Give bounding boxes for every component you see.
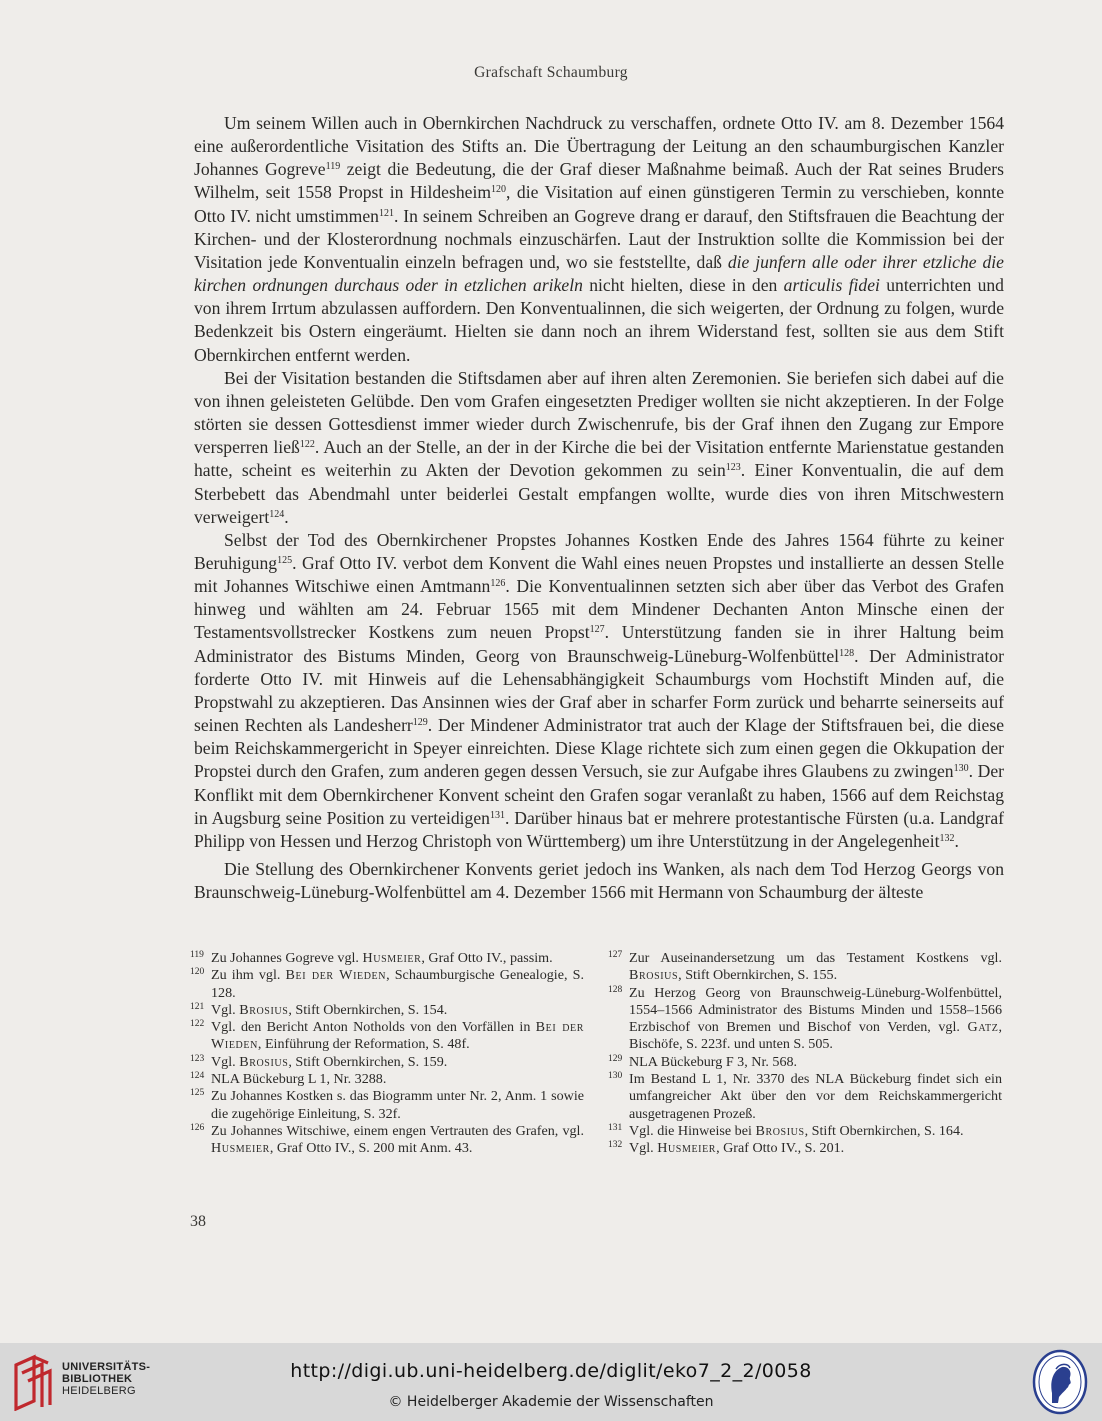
footnote-column-right [608, 950, 1002, 1158]
footnote-ref[interactable]: 119 [325, 161, 341, 173]
footnote-120: 120 Zu ihm vgl. Bei der Wieden, Schaumburgische Genealogie, S. 128. [190, 967, 584, 1001]
footnote-ref[interactable]: 124 [269, 508, 285, 520]
footnote-128: 128 Zu Herzog Georg von Braunschweig-Lüneburg-Wolfenbüttel, 1554–1566 Administrator des Bistums Minden und 1558–1566 Erzbischof von Bremen und Bischof von Verden, vgl. Gatz, Bischöfe, S. 223f. und unten S. 505. [608, 984, 1002, 1053]
footnote-130: 130 Im Bestand L 1, Nr. 3370 des NLA Bückeburg findet sich ein umfangreicher Akt über den vor dem Reichskammergericht ausgetragenen Prozeß. [608, 1071, 1002, 1122]
footnote-123: 123 Vgl. Brosius, Stift Obernkirchen, S. 159. [190, 1053, 448, 1070]
paragraph-3: Selbst der Tod des Obernkirchener Propstes Johannes Kostken Ende des Jahres 1564 führte zu keiner Beruhigung$^{125}$. Graf Otto IV. verbot dem Konvent die Wahl eines neuen Propstes und installierte an dessen Stelle mit Johannes Witschiwe einen Amtmann$^{126}$. Die Konventualinnen setzten sich aber über das Verbot des Grafen hinweg und wählten am 24. Februar 1565 mit dem Mindener Dechanten Anton Minsche einen der Testamentsvollstrecker Kostkens zum neuen Propst$^{127}$. Unterstützung fanden sie in ihrer Haltung beim Administrator des Bistums Minden, Georg von Braunschweig-Lüneburg-Wolfenbüttel$^{128}$. Der Administrator forderte Otto IV. mit Hinweis auf die Lehensabhängigkeit Schaumburgs vom Hochstift Minden auf, die Propstwahl zu akzeptieren. Das Ansinnen wies der Graf aber in scharfer Form zurück und beharrte seinerseits auf seinen Rechten als Landesherr$^{129}$. Der Mindener Administrator trat auch der Klage der Stiftsfrauen bei, die diese beim Reichskammergericht in Speyer einreichten. Diese Klage richtete sich zum einen gegen die Okkupation der Propstei durch den Grafen, zum anderen gegen dessen Versuch, sie zur Aufgabe ihres Glaubens zu zwingen$^{130}$. Der Konflikt mit dem Obernkirchener Konvent scheint den Grafen sogar veranlaßt zu haben, 1566 auf dem Reichstag in Augsburg seine Position zu verteidigen$^{131}$. Darüber hinaus bat er mehrere protestantische Fürsten (u.a. Landgraf Philipp von Hessen und Herzog Christoph von Württemberg) um ihre Unterstützung in der Angelegenheit$^{132}$. [194, 529, 1004, 851]
footnote-ref[interactable]: 126 [490, 578, 506, 590]
footnote-124: 124 NLA Bückeburg L 1, Nr. 3288. [190, 1071, 387, 1088]
footnote-ref[interactable]: 122 [299, 439, 315, 451]
quote-italic: die junfern alle oder ihrer etzliche die kirchen ordnungen durchaus oder in etzlichen arikeln [194, 251, 1004, 296]
quote-italic: articulis fidei [783, 275, 880, 296]
footnote-ref[interactable]: 129 [412, 717, 428, 729]
running-head: Grafschaft Schaumburg [474, 64, 628, 81]
footnote-ref[interactable]: 125 [277, 554, 293, 566]
footnote-ref[interactable]: 131 [489, 809, 505, 821]
permalink-url[interactable]: http://digi.ub.uni-heidelberg.de/diglit/eko7_2_2/0058 [290, 1360, 812, 1382]
paragraph-1: Um seinem Willen auch in Obernkirchen Nachdruck zu verschaffen, ordnete Otto IV. am 8. Dezember 1564 eine außerordentliche Visitation des Stifts an. Die Übertragung der Leitung an den schaumburgischen Kanzler Johannes Gogreve$^{119}$ zeigt die Bedeutung, die der Graf dieser Maßnahme beimaß. Auch der Rat seines Bruders Wilhelm, seit 1558 Propst in Hildesheim$^{120}$, die Visitation auf einen günstigeren Termin zu verschieben, konnte Otto IV. nicht umstimmen$^{121}$. In seinem Schreiben an Gogreve drang er darauf, den Stiftsfrauen die Beachtung der Kirchen- und der Klosterordnung nochmals einzuschärfen. Laut der Instruktion sollte die Kommission bei der Visitation jede Konventualin einzeln befragen und, wo sie feststellte, daß die junfern alle oder ihrer etzliche die kirchen ordnungen durchaus oder in etzlichen arikeln nicht hielten, diese in den articulis fidei unterrichten und von ihrem Irrtum abzulassen auffordern. Den Konventualinnen, die sich weigerten, der Ordnung zu folgen, wurde Bedenkzeit bis Ostern eingeräumt. Hielten sie dann noch an ihrem Widerstand fest, sollten sie aus dem Stift Obernkirchen entfernt werden. [194, 113, 1005, 365]
footnote-ref[interactable]: 128 [839, 647, 855, 659]
footnote-122: 122 Vgl. den Bericht Anton Notholds von den Vorfällen in Bei der Wieden, Einführung der Reformation, S. 48f. [190, 1019, 585, 1053]
footnote-column-left [190, 950, 584, 1158]
footnote-119: 119 Zu Johannes Gogreve vgl. Husmeier, Graf Otto IV., passim. [190, 950, 553, 966]
page-number: 38 [190, 1213, 206, 1230]
footnote-ref[interactable]: 121 [378, 207, 394, 219]
footnote-129: 129 NLA Bückeburg F 3, Nr. 568. [608, 1053, 798, 1070]
paragraph-2: Bei der Visitation bestanden die Stiftsdamen aber auf ihren alten Zeremonien. Sie beriefen sich dabei auf die von ihnen geleisteten Gelübde. Den vom Grafen eingesetzten Prediger wollten sie nicht akzeptieren. In der Folge störten sie dessen Gottesdienst immer wieder durch Zwischenrufe, bis der Graf ihnen den Zugang zur Empore versperren ließ$^{122}$. Auch an der Stelle, an der in der Kirche die bei der Visitation entfernte Marienstatue gestanden hatte, scheint es weiterhin zu Akten der Devotion gekommen zu sein$^{123}$. Einer Konventualin, die auf dem Sterbebett das Abendmahl unter beiderlei Gestalt empfangen wollte, wurde dies von ihren Mitschwestern verweigert$^{124}$. [194, 367, 1004, 527]
footnote-ref[interactable]: 123 [725, 462, 741, 474]
body-text [194, 112, 1004, 904]
footnote-127: 127 Zur Auseinandersetzung um das Testament Kostkens vgl. Brosius, Stift Obernkirchen, S. 155. [608, 950, 1002, 984]
footnote-131: 131 Vgl. die Hinweise bei Brosius, Stift Obernkirchen, S. 164. [608, 1122, 964, 1139]
footnote-126: 126 Zu Johannes Witschiwe, einem engen Vertrauten des Grafen, vgl. Husmeier, Graf Otto IV., S. 200 mit Anm. 43. [190, 1122, 584, 1157]
footnote-ref[interactable]: 130 [953, 763, 969, 775]
footnote-ref[interactable]: 127 [589, 624, 605, 636]
footnote-121: 121 Vgl. Brosius, Stift Obernkirchen, S. 154. [190, 1001, 448, 1018]
footnote-125: 125 Zu Johannes Kostken s. das Biogramm unter Nr. 2, Anm. 1 sowie die zugehörige Einleitung, S. 32f. [190, 1088, 584, 1122]
footnote-132: 132 Vgl. Husmeier, Graf Otto IV., S. 201. [608, 1140, 845, 1157]
paragraph-4: Die Stellung des Obernkirchener Konvents geriet jedoch ins Wanken, als nach dem Tod Herzog Georgs von Braunschweig-Lüneburg-Wolfenbüttel am 4. Dezember 1566 mit Hermann von Schaumburg der älteste [194, 859, 1004, 903]
footnote-ref[interactable]: 120 [491, 184, 507, 196]
library-name: UNIVERSITÄTS- BIBLIOTHEK HEIDELBERG [62, 1361, 151, 1397]
academy-seal-icon[interactable] [1032, 1349, 1088, 1415]
copyright-notice: © Heidelberger Akademie der Wissenschaften [388, 1394, 714, 1410]
library-footer [0, 1343, 1102, 1421]
footnote-ref[interactable]: 132 [939, 832, 955, 844]
